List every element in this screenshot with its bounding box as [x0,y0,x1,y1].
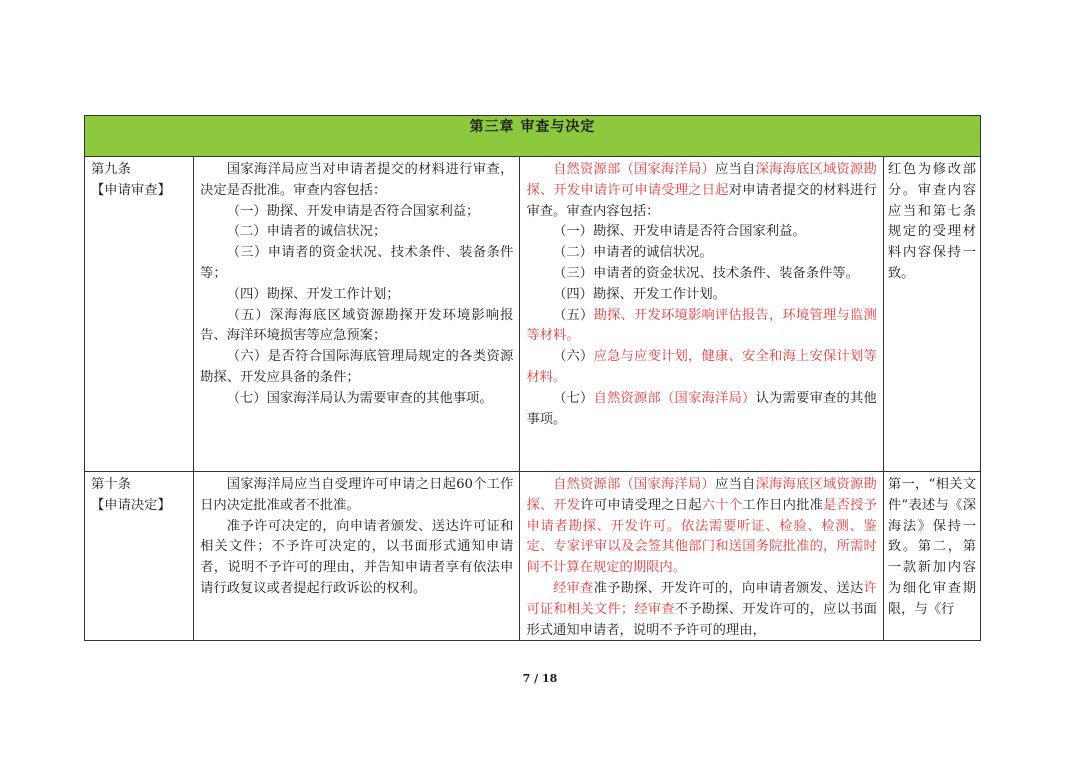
revised-item: （二）申请者的诚信状况。 [553,245,713,261]
revised-paragraph [526,475,876,579]
revised-text: （五） [553,307,594,323]
revision-highlight: 深海海底区域资源勘探、开发申请许可申请受理之日起 [526,162,877,198]
article-tag: 【申请决定】 [91,497,171,513]
revised-text: 不予勘探、开发许可的，应以书面形式通知申请者，说明不予许可的理由， [526,601,877,638]
article-number: 第九条 [91,162,131,177]
revision-note: 红色为修改部分。审查内容应当和第七条规定的受理材料内容保持一致。 [887,162,976,281]
revision-note: 第一，“相关文件”表述与《深海法》保持一致。第二，第一款新加内容为细化审查期限，与《行 [887,477,976,617]
revision-highlight: 六十个 [701,497,743,513]
revised-item: （四）勘探、开发工作计划。 [553,286,726,302]
revision-highlight: 许可证和相关文件；经审查 [526,580,877,617]
revised-text: 对申请者提交的材料进行审查。审查内容包括： [526,182,877,219]
original-item: （七）国家海洋局认为需要审查的其他事项。 [226,390,493,406]
revision-highlight: 自然资源部（国家海洋局） [553,477,716,492]
revised-item [526,306,876,348]
revised-text-cell [520,157,883,472]
original-paragraph: 国家海洋局应当对申请者提交的材料进行审查，决定是否批准。审查内容包括： [200,162,514,198]
revised-paragraph [526,579,876,640]
original-item: （二）申请者的诚信状况； [226,224,387,240]
revised-item [526,347,876,389]
revised-text: 准予勘探、开发许可的，向申请者颁发、送达 [593,580,864,596]
note-cell [883,472,980,641]
article-cell [85,472,194,641]
article-number: 第十条 [91,477,131,492]
revised-item: （三）申请者的资金状况、技术条件、装备条件等。 [553,265,859,281]
table-row [85,157,981,472]
comparison-table [84,115,981,641]
revised-text: 应当自 [715,477,756,492]
chapter-header-row [85,116,981,157]
revision-highlight: 深海海底区域资源勘探、开发 [526,477,877,513]
note-cell [883,157,980,472]
original-paragraph: 国家海洋局应当自受理许可申请之日起60个工作日内决定批准或者不批准。 [200,477,514,513]
revision-highlight: 自然资源部（国家海洋局） [553,162,716,177]
revised-text: 认为需要审查的其他事项。 [526,390,877,427]
revised-item [526,389,876,431]
revision-highlight: 自然资源部（国家海洋局） [593,390,756,406]
original-item: （四）勘探、开发工作计划； [226,286,400,302]
original-item: （六）是否符合国际海底管理局规定的各类资源勘探、开发应具备的条件； [200,349,514,385]
revision-highlight: 勘探、开发环境影响评估报告，环境管理与监测等材料。 [526,307,877,344]
original-paragraph: 准予许可决定的，向申请者颁发、送达许可证和相关文件；不予许可决定的，以书面形式通知申请者，说明不予许可的理由，并告知申请者享有依法申请行政复议或者提起行政诉讼的权利。 [200,518,514,596]
revision-highlight: 经审查 [553,580,594,596]
original-item: （五）深海海底区域资源勘探开发环境影响报告、海洋环境损害等应急预案； [200,307,514,344]
article-tag: 【申请审查】 [91,182,171,198]
chapter-title: 第三章 审查与决定 [85,116,981,157]
revised-text-cell [520,472,883,641]
revised-text: （六） [553,349,594,365]
revision-highlight: 是否授予申请者勘探、开发许可。依法需要听证、检验、检测、鉴定、专家评审以及会签其他部门和送国务院批准的，所需时间不计算在规定的期限内。 [526,497,877,576]
table-row [85,472,981,641]
page-number: 7 / 18 [522,672,558,685]
revised-text: 许可申请受理之日起 [580,497,702,513]
original-text-cell [194,157,520,472]
revision-highlight: 应急与应变计划，健康、安全和海上安保计划等材料。 [526,349,877,385]
revised-paragraph [526,160,876,222]
original-item: （一）勘探、开发申请是否符合国家利益； [226,203,480,219]
revised-text: 工作日内批准 [742,497,824,513]
revised-item: （一）勘探、开发申请是否符合国家利益。 [553,224,806,240]
original-item: （三）申请者的资金状况、技术条件、装备条件等； [200,245,514,281]
article-cell [85,157,194,472]
original-text-cell [194,472,520,641]
revised-text: （七） [553,390,594,406]
revised-text: 应当自 [715,162,756,177]
